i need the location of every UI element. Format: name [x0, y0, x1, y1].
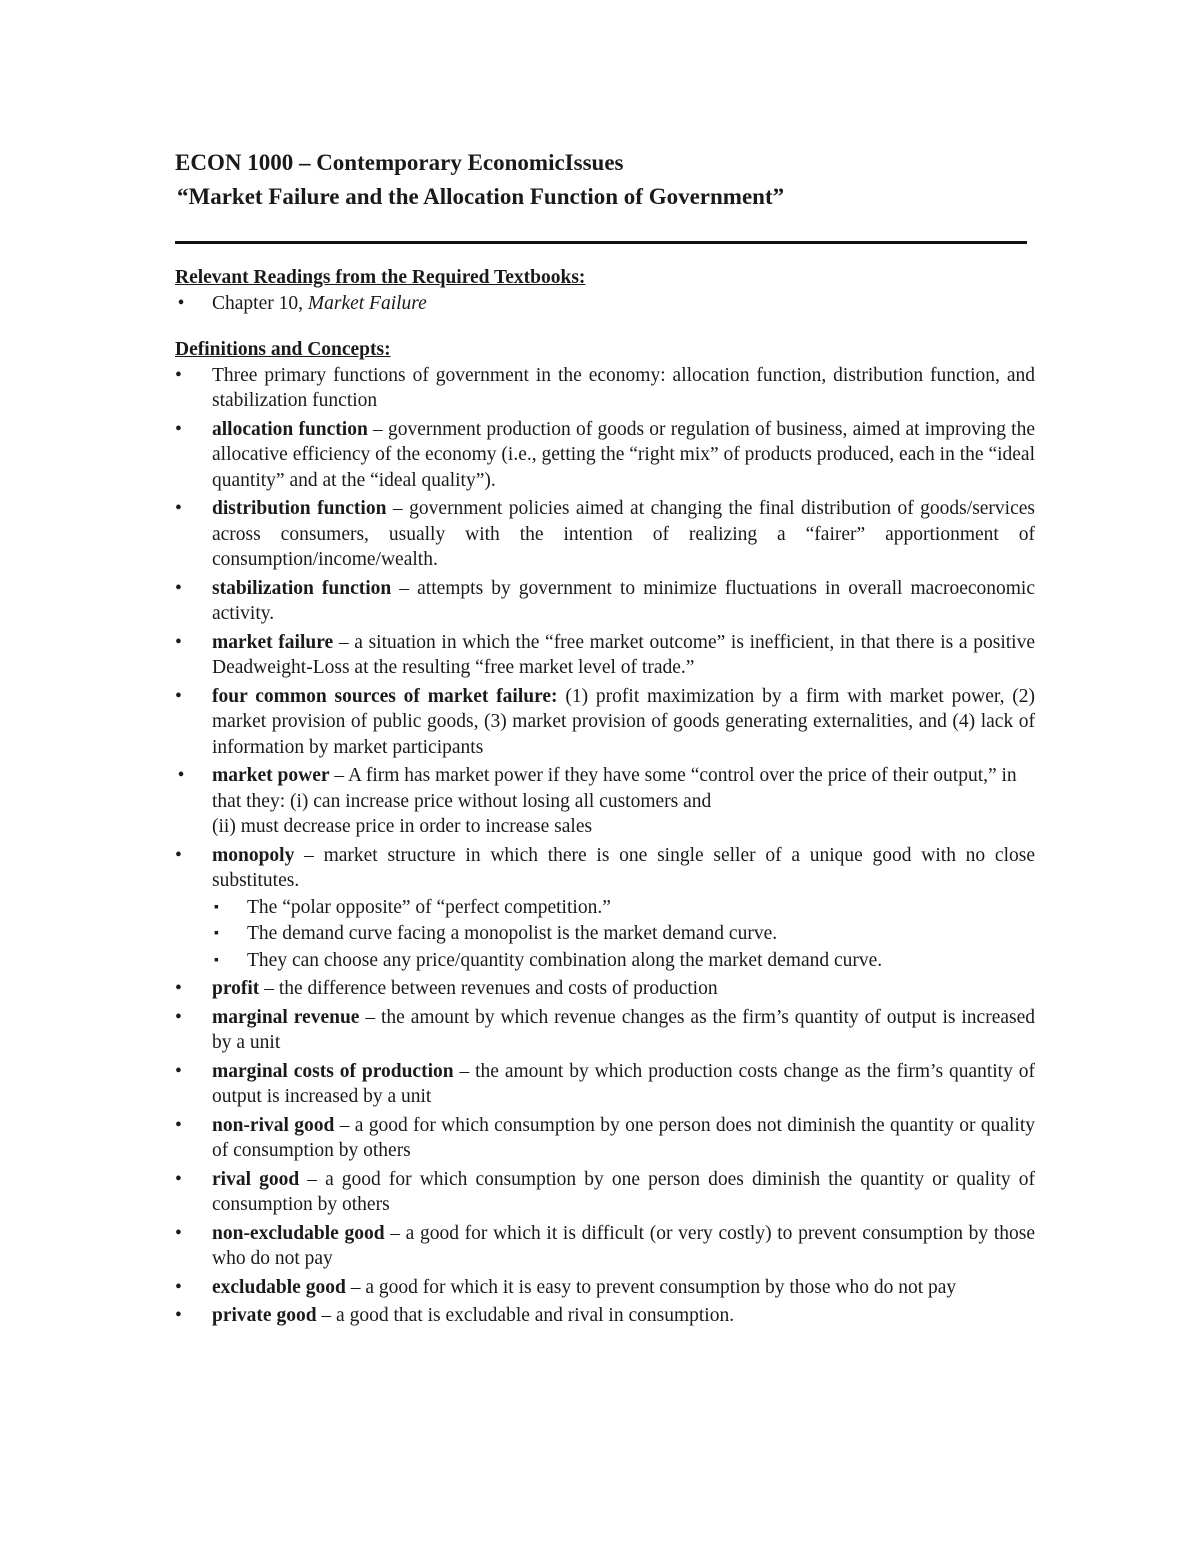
definition-term: non-rival good: [212, 1114, 335, 1136]
bullet-icon: •: [175, 844, 182, 866]
definition-subitems: [212, 895, 1035, 974]
definition-term: monopoly: [212, 844, 295, 866]
document-content: [175, 146, 1035, 1332]
bullet-icon: •: [175, 1060, 182, 1082]
definition-item: [175, 417, 1035, 494]
definition-subitem-text: The demand curve facing a monopolist is the market demand curve.: [247, 923, 778, 944]
definition-text: – the difference between revenues and costs of production: [259, 978, 718, 999]
definition-text-line: (ii) must decrease price in order to increase sales: [212, 816, 593, 837]
definition-term: excludable good: [212, 1276, 346, 1298]
definition-item: [175, 630, 1035, 681]
definition-text: Three primary functions of government in the economy: allocation function, distribution function, and stabilization function: [212, 364, 1035, 411]
bullet-icon: •: [177, 765, 185, 786]
definition-term: profit: [212, 978, 260, 999]
title-divider: [175, 241, 1027, 244]
definition-text: – government production of goods or regulation of business, aimed at improving the allocative efficiency of the economy (i.e., getting the “right mix” of products produced, each in the “ideal quantity” and at the “ideal quality”).: [212, 418, 1035, 491]
readings-list: [175, 291, 1035, 317]
definition-text: (1) profit maximization by a firm with market power, (2) market provision of public goods, (3) market provision of goods generating externalities, and (4) lack of information by market participants: [212, 685, 1035, 758]
definitions-heading: Definitions and Concepts:: [175, 338, 391, 360]
definition-text: – a good for which consumption by one person does not diminish the quantity or quality of consumption by others: [212, 1114, 1035, 1161]
square-bullet-icon: ▪: [214, 926, 219, 941]
reading-item: [175, 291, 1035, 317]
definition-item: [175, 1303, 1035, 1329]
definition-term: private good: [212, 1305, 317, 1326]
definition-item: [175, 1275, 1035, 1301]
bullet-icon: •: [175, 1114, 182, 1136]
bullet-icon: •: [175, 498, 182, 519]
lecture-title: “Market Failure and the Allocation Function of Government”: [177, 184, 785, 209]
reading-chapter: Chapter 10,: [212, 293, 308, 314]
bullet-icon: •: [175, 978, 182, 999]
definition-text: – market structure in which there is one single seller of a unique good with no close substitutes.: [212, 844, 1035, 891]
definition-item: [175, 1059, 1035, 1110]
readings-heading: Relevant Readings from the Required Textbooks:: [175, 267, 586, 288]
definition-text: – a good for which it is difficult (or very costly) to prevent consumption by those who do not pay: [212, 1222, 1035, 1269]
course-title: ECON 1000 – Contemporary EconomicIssues: [175, 150, 624, 175]
definition-text: – a good for which it is easy to prevent consumption by those who do not pay: [345, 1276, 957, 1298]
reading-chapter-title: Market Failure: [307, 293, 427, 314]
definition-item: [175, 1005, 1035, 1056]
bullet-icon: •: [175, 364, 182, 386]
definition-item: [175, 763, 1035, 840]
square-bullet-icon: ▪: [214, 899, 219, 915]
definition-subitem: [212, 921, 1035, 947]
bullet-icon: •: [177, 293, 185, 314]
definition-subitem: [212, 948, 1035, 974]
definition-item: [175, 1167, 1035, 1218]
definition-term: allocation function: [212, 418, 368, 440]
definition-term: market failure: [212, 631, 334, 653]
definition-subitem: [212, 895, 1035, 921]
definition-subitem-text: They can choose any price/quantity combination along the market demand curve.: [247, 949, 883, 971]
definition-text: – A firm has market power if they have some “control over the price of their output,” in that they: (i) can increase price without losing all customers and: [212, 765, 1017, 812]
definition-item: [175, 976, 1035, 1002]
definition-term: market power: [212, 765, 330, 786]
definition-subitem-text: The “polar opposite” of “perfect competition.”: [247, 896, 611, 918]
definition-item: [175, 843, 1035, 974]
definition-term: rival good: [212, 1168, 300, 1190]
definition-text: – a good for which consumption by one person does diminish the quantity or quality of consumption by others: [212, 1168, 1035, 1215]
definition-term: marginal revenue: [212, 1006, 360, 1028]
definition-item: [175, 684, 1035, 761]
bullet-icon: •: [175, 631, 182, 653]
definition-text: – a situation in which the “free market outcome” is inefficient, in that there is a positive Deadweight-Loss at the resulting “free market level of trade.”: [212, 631, 1035, 678]
definition-term: four common sources of market failure:: [212, 685, 558, 707]
definition-item: [175, 576, 1035, 627]
bullet-icon: •: [175, 1276, 182, 1298]
bullet-icon: •: [175, 1222, 182, 1244]
definition-item: [175, 1221, 1035, 1272]
definition-item: [175, 363, 1035, 414]
bullet-icon: •: [175, 1006, 182, 1028]
definition-term: marginal costs of production: [212, 1060, 454, 1082]
definition-term: stabilization function: [212, 577, 392, 599]
definition-text: – attempts by government to minimize fluctuations in overall macroeconomic activity.: [212, 577, 1035, 624]
definition-text: – the amount by which production costs change as the firm’s quantity of output is increased by a unit: [212, 1060, 1035, 1107]
definition-text: – the amount by which revenue changes as the firm’s quantity of output is increased by a unit: [212, 1006, 1035, 1053]
definitions-list: [175, 363, 1035, 1329]
bullet-icon: •: [175, 685, 182, 707]
definition-item: [175, 1113, 1035, 1164]
definition-text: – a good that is excludable and rival in consumption.: [316, 1305, 735, 1326]
bullet-icon: •: [175, 577, 182, 599]
definition-term: non-excludable good: [212, 1222, 385, 1244]
bullet-icon: •: [175, 1305, 182, 1326]
definition-term: distribution function: [212, 498, 387, 519]
bullet-icon: •: [175, 418, 182, 440]
square-bullet-icon: ▪: [214, 952, 219, 968]
bullet-icon: •: [175, 1168, 182, 1190]
definition-item: [175, 496, 1035, 573]
definition-text: – government policies aimed at changing the final distribution of goods/services across consumers, usually with the intention of realizing a “fairer” apportionment of consumption/income/wealth.: [212, 498, 1035, 570]
